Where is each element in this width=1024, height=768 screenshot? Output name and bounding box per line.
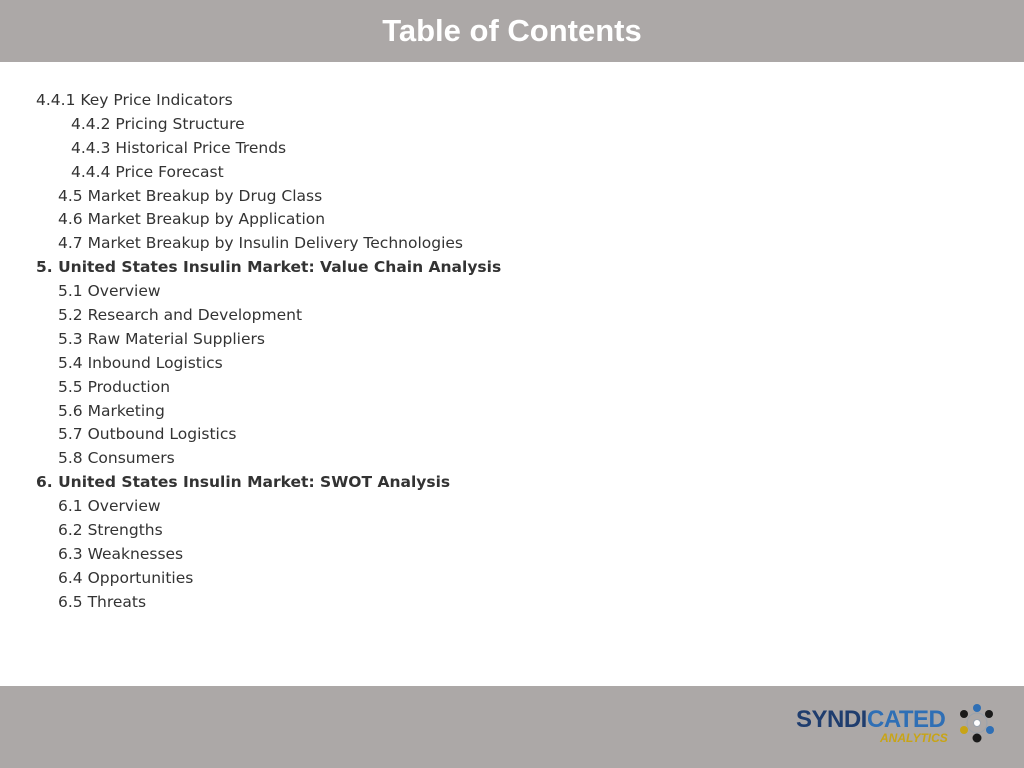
toc-item: 5.1 Overview (58, 282, 161, 301)
toc-item: 4.4.1 Key Price Indicators (36, 91, 233, 109)
toc-item: 6.4 Opportunities (58, 568, 194, 587)
toc-item: 4.7 Market Breakup by Insulin Delivery Technologies (58, 234, 464, 253)
toc-item: 4.4.4 Price Forecast (71, 162, 224, 181)
header-bar (0, 0, 1024, 62)
toc-item: 4.5 Market Breakup by Drug Class (58, 186, 323, 205)
page-title: Table of Contents (382, 13, 642, 48)
toc-item: 5.8 Consumers (58, 449, 175, 468)
toc-item: 5.5 Production (58, 377, 171, 396)
logo-text-analytics: ANALYTICS (880, 731, 948, 745)
logo-text-syndi: SYNDI (796, 706, 867, 733)
toc-section-heading: 5. United States Insulin Market: Value Chain Analysis (36, 258, 502, 277)
toc-section-heading: 6. United States Insulin Market: SWOT Analysis (36, 473, 451, 492)
toc-item: 5.3 Raw Material Suppliers (58, 329, 265, 348)
toc-item: 5.7 Outbound Logistics (58, 425, 237, 444)
toc-item: 6.1 Overview (58, 497, 161, 516)
toc-item: 6.3 Weaknesses (58, 544, 184, 563)
toc-item: 6.5 Threats (58, 592, 147, 611)
table-of-contents (36, 89, 501, 615)
syndicated-analytics-logo (794, 700, 1004, 750)
logo-circle-icon (960, 704, 994, 743)
toc-item: 4.6 Market Breakup by Application (58, 210, 326, 229)
logo-text-cated: CATED (867, 706, 946, 733)
toc-item: 6.2 Strengths (58, 521, 163, 540)
toc-item: 5.6 Marketing (58, 401, 165, 420)
toc-item: 5.4 Inbound Logistics (58, 353, 223, 372)
toc-item: 4.4.2 Pricing Structure (71, 114, 245, 133)
toc-item: 5.2 Research and Development (58, 306, 303, 325)
toc-item: 4.4.3 Historical Price Trends (71, 138, 287, 157)
